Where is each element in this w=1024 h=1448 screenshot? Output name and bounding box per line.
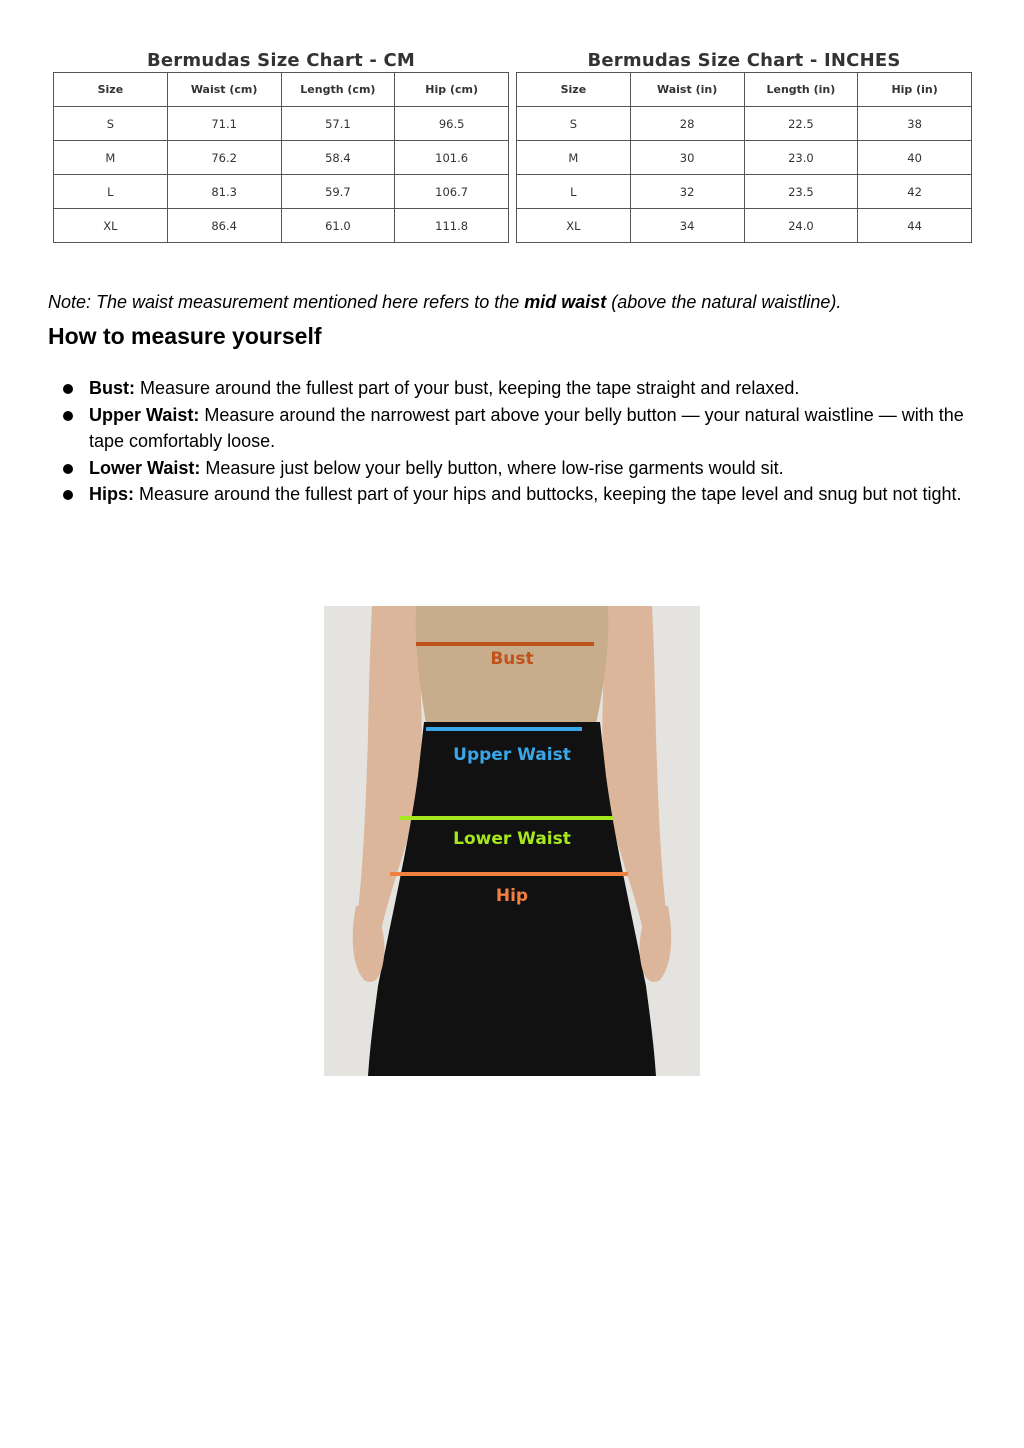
table-row xyxy=(517,209,972,243)
waist-note-prefix: Note: The waist measurement mentioned here refers to the xyxy=(48,292,525,312)
hip-label: Hip xyxy=(495,886,529,906)
table-cell: 71.1 xyxy=(167,107,281,141)
bullet-icon xyxy=(63,490,73,500)
bullet-icon xyxy=(63,464,73,474)
table-cell: L xyxy=(54,175,168,209)
size-chart-cm-title: Bermudas Size Chart - CM xyxy=(146,50,416,71)
table-row xyxy=(517,141,972,175)
list-item xyxy=(48,481,973,508)
table-cell: 23.5 xyxy=(744,175,858,209)
table-cell: 57.1 xyxy=(281,107,395,141)
column-header: Hip (cm) xyxy=(395,73,509,107)
measurement-instructions-list xyxy=(48,375,973,508)
column-header: Size xyxy=(517,73,631,107)
table-cell: 106.7 xyxy=(395,175,509,209)
table-cell: S xyxy=(54,107,168,141)
table-cell: 30 xyxy=(630,141,744,175)
table-header-row xyxy=(54,73,509,107)
table-cell: 81.3 xyxy=(167,175,281,209)
table-cell: S xyxy=(517,107,631,141)
size-table-cm xyxy=(53,72,509,243)
waist-note-suffix: (above the natural waistline). xyxy=(606,292,842,312)
bullet-icon xyxy=(63,411,73,421)
list-item xyxy=(48,402,973,455)
table-cell: M xyxy=(54,141,168,175)
list-item-text: Measure around the narrowest part above your belly button — your natural waistline — with the tape comfortably loose. xyxy=(89,404,964,451)
table-cell: 44 xyxy=(858,209,972,243)
list-item-term: Upper Waist: xyxy=(89,404,200,425)
table-row xyxy=(54,107,509,141)
list-item-text: Measure just below your belly button, where low-rise garments would sit. xyxy=(200,457,784,478)
table-cell: 58.4 xyxy=(281,141,395,175)
size-chart-inches xyxy=(516,50,972,243)
table-cell: 28 xyxy=(630,107,744,141)
table-row xyxy=(517,107,972,141)
table-cell: 34 xyxy=(630,209,744,243)
table-cell: 42 xyxy=(858,175,972,209)
table-row xyxy=(517,175,972,209)
column-header: Hip (in) xyxy=(858,73,972,107)
upper-waist-label: Upper Waist xyxy=(453,745,571,765)
measurement-guide-figure xyxy=(324,606,700,1076)
table-cell: 23.0 xyxy=(744,141,858,175)
table-row xyxy=(54,209,509,243)
list-item-text: Measure around the fullest part of your hips and buttocks, keeping the tape level and snug but not tight. xyxy=(134,484,962,504)
waist-note xyxy=(48,290,988,314)
table-cell: 22.5 xyxy=(744,107,858,141)
table-cell: 86.4 xyxy=(167,209,281,243)
list-item xyxy=(48,375,973,402)
table-cell: 32 xyxy=(630,175,744,209)
table-cell: L xyxy=(517,175,631,209)
table-row xyxy=(54,141,509,175)
bust-label: Bust xyxy=(490,649,534,669)
table-cell: 24.0 xyxy=(744,209,858,243)
table-cell: 76.2 xyxy=(167,141,281,175)
size-table-inches xyxy=(516,72,972,243)
list-item-term: Hips: xyxy=(89,484,134,504)
table-cell: 111.8 xyxy=(395,209,509,243)
table-cell: 61.0 xyxy=(281,209,395,243)
list-item-text: Measure around the fullest part of your bust, keeping the tape straight and relaxed. xyxy=(135,378,800,398)
list-item xyxy=(48,455,973,482)
table-cell: 96.5 xyxy=(395,107,509,141)
column-header: Length (cm) xyxy=(281,73,395,107)
table-cell: 38 xyxy=(858,107,972,141)
column-header: Waist (cm) xyxy=(167,73,281,107)
table-cell: 101.6 xyxy=(395,141,509,175)
table-header-row xyxy=(517,73,972,107)
table-cell: 40 xyxy=(858,141,972,175)
table-cell: XL xyxy=(517,209,631,243)
size-chart-inches-title: Bermudas Size Chart - INCHES xyxy=(587,50,901,71)
bullet-icon xyxy=(63,384,73,394)
list-item-term: Bust: xyxy=(89,378,135,398)
column-header: Size xyxy=(54,73,168,107)
list-item-term: Lower Waist: xyxy=(89,457,201,478)
how-to-measure-heading: How to measure yourself xyxy=(48,323,322,349)
lower-waist-label: Lower Waist xyxy=(453,829,571,849)
table-row xyxy=(54,175,509,209)
table-cell: M xyxy=(517,141,631,175)
column-header: Length (in) xyxy=(744,73,858,107)
column-header: Waist (in) xyxy=(630,73,744,107)
waist-note-emphasis: mid waist xyxy=(524,292,607,312)
size-chart-cm xyxy=(53,50,509,243)
table-cell: 59.7 xyxy=(281,175,395,209)
table-cell: XL xyxy=(54,209,168,243)
